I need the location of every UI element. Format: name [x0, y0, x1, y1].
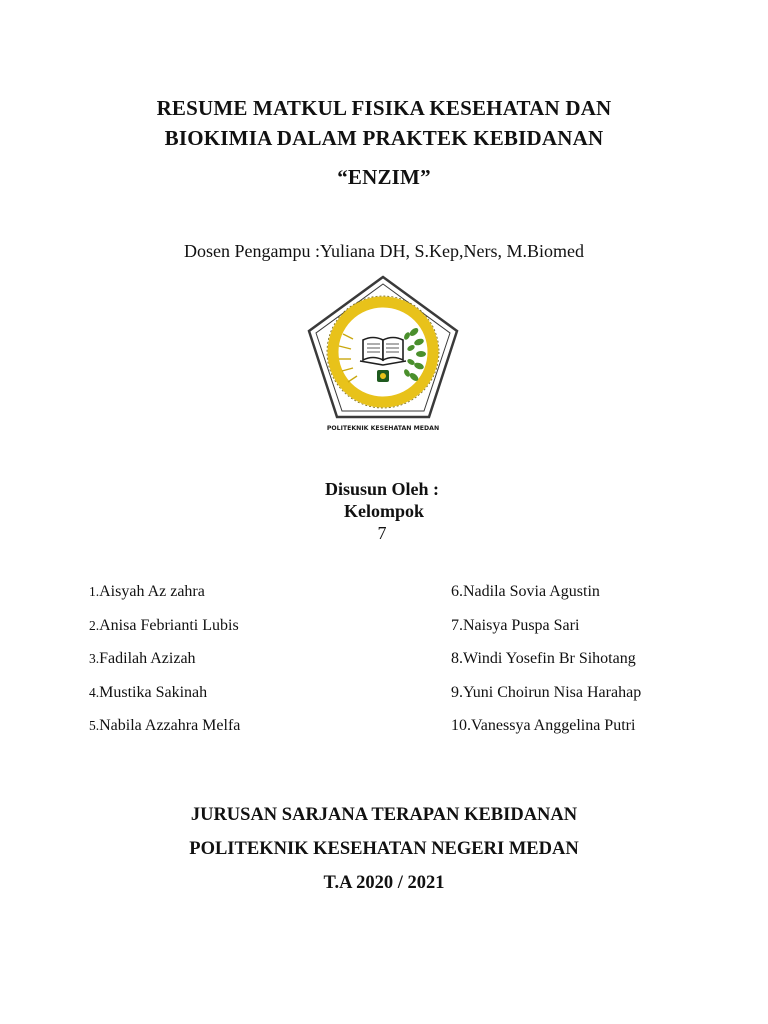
member-item: 8.Windi Yosefin Br Sihotang	[451, 650, 636, 667]
title-topic: “ENZIM”	[337, 165, 431, 189]
compiled-by-label: Disusun Oleh :	[324, 479, 440, 499]
member-item: 10.Vanessya Anggelina Putri	[451, 717, 636, 734]
members-right-column	[451, 580, 641, 748]
member-item: 1.Aisyah Az zahra	[89, 583, 205, 600]
lecturer-line: Dosen Pengampu :Yuliana DH, S.Kep,Ners, M.Biomed	[184, 241, 584, 261]
member-item: 3.Fadilah Azizah	[89, 650, 196, 667]
footer-department: JURUSAN SARJANA TERAPAN KEBIDANAN	[190, 805, 578, 825]
member-item: 7.Naisya Puspa Sari	[451, 616, 580, 634]
group-label: Kelompok	[343, 501, 424, 521]
footer-institution: POLITEKNIK KESEHATAN NEGERI MEDAN	[189, 839, 579, 859]
logo-caption: POLITEKNIK KESEHATAN MEDAN	[326, 425, 440, 432]
member-item: 9.Yuni Choirun Nisa Harahap	[451, 683, 642, 701]
polytechnic-emblem-icon	[303, 272, 463, 442]
title-line-2: BIOKIMIA DALAM PRAKTEK KEBIDANAN	[164, 126, 604, 150]
member-item: 2.Anisa Febrianti Lubis	[89, 616, 239, 634]
members-left-column	[89, 580, 240, 748]
title-line-1: RESUME MATKUL FISIKA KESEHATAN DAN	[156, 96, 612, 120]
group-number: 7	[377, 523, 387, 543]
member-item: 5.Nabila Azzahra Melfa	[89, 717, 241, 734]
member-item: 6.Nadila Sovia Agustin	[451, 583, 600, 600]
member-item: 4.Mustika Sakinah	[89, 683, 208, 701]
footer-academic-year: T.A 2020 / 2021	[323, 873, 445, 893]
